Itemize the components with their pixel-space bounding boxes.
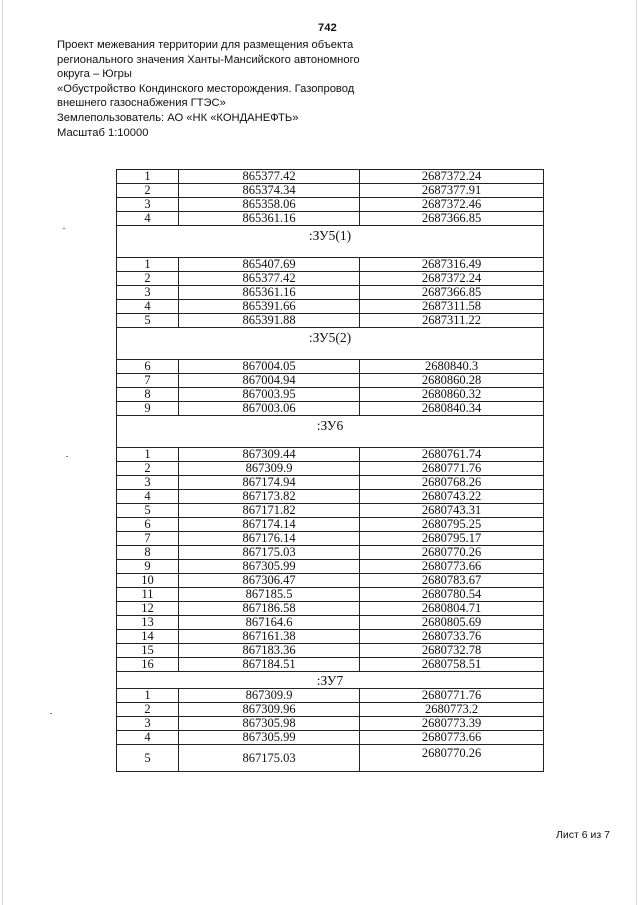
point-number-cell: 11: [117, 588, 179, 602]
x-coordinate-cell: 867003.95: [179, 388, 360, 402]
coordinates-table-body: [117, 170, 544, 772]
y-coordinate-cell: 2680771.76: [360, 689, 544, 703]
y-coordinate-cell: 2687316.49: [360, 258, 544, 272]
point-number-cell: 5: [117, 314, 179, 328]
table-row: [117, 258, 544, 272]
y-coordinate-cell: 2687311.58: [360, 300, 544, 314]
table-row: [117, 717, 544, 731]
x-coordinate-cell: 867306.47: [179, 574, 360, 588]
point-number-cell: 5: [117, 504, 179, 518]
y-coordinate-cell: 2687372.24: [360, 170, 544, 184]
table-row: [117, 745, 544, 772]
table-row: [117, 616, 544, 630]
table-row: [117, 212, 544, 226]
point-number-cell: 1: [117, 170, 179, 184]
table-row: [117, 602, 544, 616]
x-coordinate-cell: 867309.9: [179, 462, 360, 476]
table-row: [117, 448, 544, 462]
table-row: [117, 286, 544, 300]
x-coordinate-cell: 867186.58: [179, 602, 360, 616]
x-coordinate-cell: 867305.98: [179, 717, 360, 731]
point-number-cell: 4: [117, 300, 179, 314]
table-row: [117, 476, 544, 490]
x-coordinate-cell: 867305.99: [179, 560, 360, 574]
y-coordinate-cell: 2680770.26: [360, 745, 544, 772]
sheet-label: Лист 6 из 7: [556, 829, 610, 841]
y-coordinate-cell: 2680733.76: [360, 630, 544, 644]
table-row: [117, 198, 544, 212]
header-line-4: «Обустройство Кондинского месторождения. Газопровод: [57, 82, 355, 95]
y-coordinate-cell: 2687311.22: [360, 314, 544, 328]
x-coordinate-cell: 867175.03: [179, 546, 360, 560]
y-coordinate-cell: 2680860.32: [360, 388, 544, 402]
point-number-cell: 1: [117, 258, 179, 272]
table-row: [117, 630, 544, 644]
y-coordinate-cell: 2680743.22: [360, 490, 544, 504]
scan-speck: [50, 713, 52, 714]
y-coordinate-cell: 2680840.3: [360, 360, 544, 374]
y-coordinate-cell: 2687377.91: [360, 184, 544, 198]
point-number-cell: 2: [117, 703, 179, 717]
header-line-2: регионального значения Ханты-Мансийского автономного: [57, 53, 360, 66]
table-row: [117, 388, 544, 402]
x-coordinate-cell: 865391.88: [179, 314, 360, 328]
point-number-cell: 7: [117, 532, 179, 546]
x-coordinate-cell: 867174.94: [179, 476, 360, 490]
y-coordinate-cell: 2680758.51: [360, 658, 544, 672]
table-row: [117, 532, 544, 546]
y-coordinate-cell: 2680860.28: [360, 374, 544, 388]
y-coordinate-cell: 2680840.34: [360, 402, 544, 416]
point-number-cell: 8: [117, 546, 179, 560]
point-number-cell: 5: [117, 745, 179, 772]
header-line-5: внешнего газоснабжения ГТЭС»: [57, 97, 226, 110]
y-coordinate-cell: 2680743.31: [360, 504, 544, 518]
point-number-cell: 7: [117, 374, 179, 388]
x-coordinate-cell: 865374.34: [179, 184, 360, 198]
x-coordinate-cell: 867185.5: [179, 588, 360, 602]
x-coordinate-cell: 865377.42: [179, 170, 360, 184]
table-row: [117, 300, 544, 314]
y-coordinate-cell: 2680805.69: [360, 616, 544, 630]
x-coordinate-cell: 867184.51: [179, 658, 360, 672]
header-line-6: Землепользователь: АО «НК «КОНДАНЕФТЬ»: [57, 111, 299, 124]
x-coordinate-cell: 867309.9: [179, 689, 360, 703]
y-coordinate-cell: 2680761.74: [360, 448, 544, 462]
y-coordinate-cell: 2680768.26: [360, 476, 544, 490]
y-coordinate-cell: 2680773.39: [360, 717, 544, 731]
point-number-cell: 3: [117, 286, 179, 300]
point-number-cell: 9: [117, 560, 179, 574]
table-row: [117, 314, 544, 328]
point-number-cell: 14: [117, 630, 179, 644]
point-number-cell: 3: [117, 476, 179, 490]
point-number-cell: 6: [117, 360, 179, 374]
point-number-cell: 9: [117, 402, 179, 416]
scan-speck: [63, 228, 65, 229]
table-row: [117, 546, 544, 560]
y-coordinate-cell: 2687372.24: [360, 272, 544, 286]
point-number-cell: 3: [117, 717, 179, 731]
x-coordinate-cell: 867164.6: [179, 616, 360, 630]
x-coordinate-cell: 867004.05: [179, 360, 360, 374]
table-row: [117, 518, 544, 532]
x-coordinate-cell: 867309.96: [179, 703, 360, 717]
x-coordinate-cell: 867175.03: [179, 745, 360, 772]
table-row: [117, 658, 544, 672]
point-number-cell: 2: [117, 184, 179, 198]
header-line-1: Проект межевания территории для размещения объекта: [57, 39, 354, 51]
y-coordinate-cell: 2680783.67: [360, 574, 544, 588]
table-row: [117, 360, 544, 374]
x-coordinate-cell: 865361.16: [179, 286, 360, 300]
table-row: [117, 374, 544, 388]
section-label: :ЗУ6: [117, 416, 544, 448]
y-coordinate-cell: 2680773.2: [360, 703, 544, 717]
x-coordinate-cell: 867173.82: [179, 490, 360, 504]
table-row: [117, 731, 544, 745]
section-label: :ЗУ5(1): [117, 226, 544, 258]
table-row: [117, 644, 544, 658]
scan-speck: [66, 456, 68, 457]
page-edge-right: [636, 0, 637, 905]
point-number-cell: 4: [117, 731, 179, 745]
x-coordinate-cell: 867171.82: [179, 504, 360, 518]
x-coordinate-cell: 867183.36: [179, 644, 360, 658]
point-number-cell: 2: [117, 272, 179, 286]
table-row: [117, 272, 544, 286]
table-row: [117, 574, 544, 588]
point-number-cell: 8: [117, 388, 179, 402]
point-number-cell: 6: [117, 518, 179, 532]
table-row: [117, 504, 544, 518]
x-coordinate-cell: 865377.42: [179, 272, 360, 286]
x-coordinate-cell: 867176.14: [179, 532, 360, 546]
point-number-cell: 1: [117, 448, 179, 462]
page-number: 742: [318, 22, 337, 34]
table-row: [117, 689, 544, 703]
section-header-row: [117, 416, 544, 448]
y-coordinate-cell: 2687366.85: [360, 286, 544, 300]
section-header-row: [117, 672, 544, 689]
x-coordinate-cell: 865391.66: [179, 300, 360, 314]
y-coordinate-cell: 2687372.46: [360, 198, 544, 212]
table-row: [117, 490, 544, 504]
table-row: [117, 462, 544, 476]
page-edge-left: [2, 0, 3, 905]
section-label: :ЗУ5(2): [117, 328, 544, 360]
header-line-3: округа – Югры: [57, 68, 132, 81]
point-number-cell: 13: [117, 616, 179, 630]
table-row: [117, 703, 544, 717]
x-coordinate-cell: 867309.44: [179, 448, 360, 462]
x-coordinate-cell: 867174.14: [179, 518, 360, 532]
document-header: [57, 38, 387, 140]
table-row: [117, 588, 544, 602]
x-coordinate-cell: 867305.99: [179, 731, 360, 745]
y-coordinate-cell: 2680795.17: [360, 532, 544, 546]
coordinates-table: [116, 169, 544, 772]
table-row: [117, 170, 544, 184]
x-coordinate-cell: 867003.06: [179, 402, 360, 416]
point-number-cell: 2: [117, 462, 179, 476]
y-coordinate-cell: 2680732.78: [360, 644, 544, 658]
point-number-cell: 4: [117, 490, 179, 504]
table-row: [117, 402, 544, 416]
section-label: :ЗУ7: [117, 672, 544, 689]
x-coordinate-cell: 865358.06: [179, 198, 360, 212]
y-coordinate-cell: 2680780.54: [360, 588, 544, 602]
x-coordinate-cell: 867004.94: [179, 374, 360, 388]
y-coordinate-cell: 2680773.66: [360, 560, 544, 574]
point-number-cell: 1: [117, 689, 179, 703]
section-header-row: [117, 226, 544, 258]
y-coordinate-cell: 2680804.71: [360, 602, 544, 616]
table-row: [117, 184, 544, 198]
y-coordinate-cell: 2680773.66: [360, 731, 544, 745]
table-row: [117, 560, 544, 574]
y-coordinate-cell: 2687366.85: [360, 212, 544, 226]
point-number-cell: 10: [117, 574, 179, 588]
y-coordinate-cell: 2680771.76: [360, 462, 544, 476]
y-coordinate-cell: 2680795.25: [360, 518, 544, 532]
section-header-row: [117, 328, 544, 360]
point-number-cell: 12: [117, 602, 179, 616]
x-coordinate-cell: 865361.16: [179, 212, 360, 226]
point-number-cell: 15: [117, 644, 179, 658]
point-number-cell: 4: [117, 212, 179, 226]
point-number-cell: 16: [117, 658, 179, 672]
header-line-7: Масштаб 1:10000: [57, 126, 149, 139]
y-coordinate-cell: 2680770.26: [360, 546, 544, 560]
x-coordinate-cell: 867161.38: [179, 630, 360, 644]
point-number-cell: 3: [117, 198, 179, 212]
x-coordinate-cell: 865407.69: [179, 258, 360, 272]
